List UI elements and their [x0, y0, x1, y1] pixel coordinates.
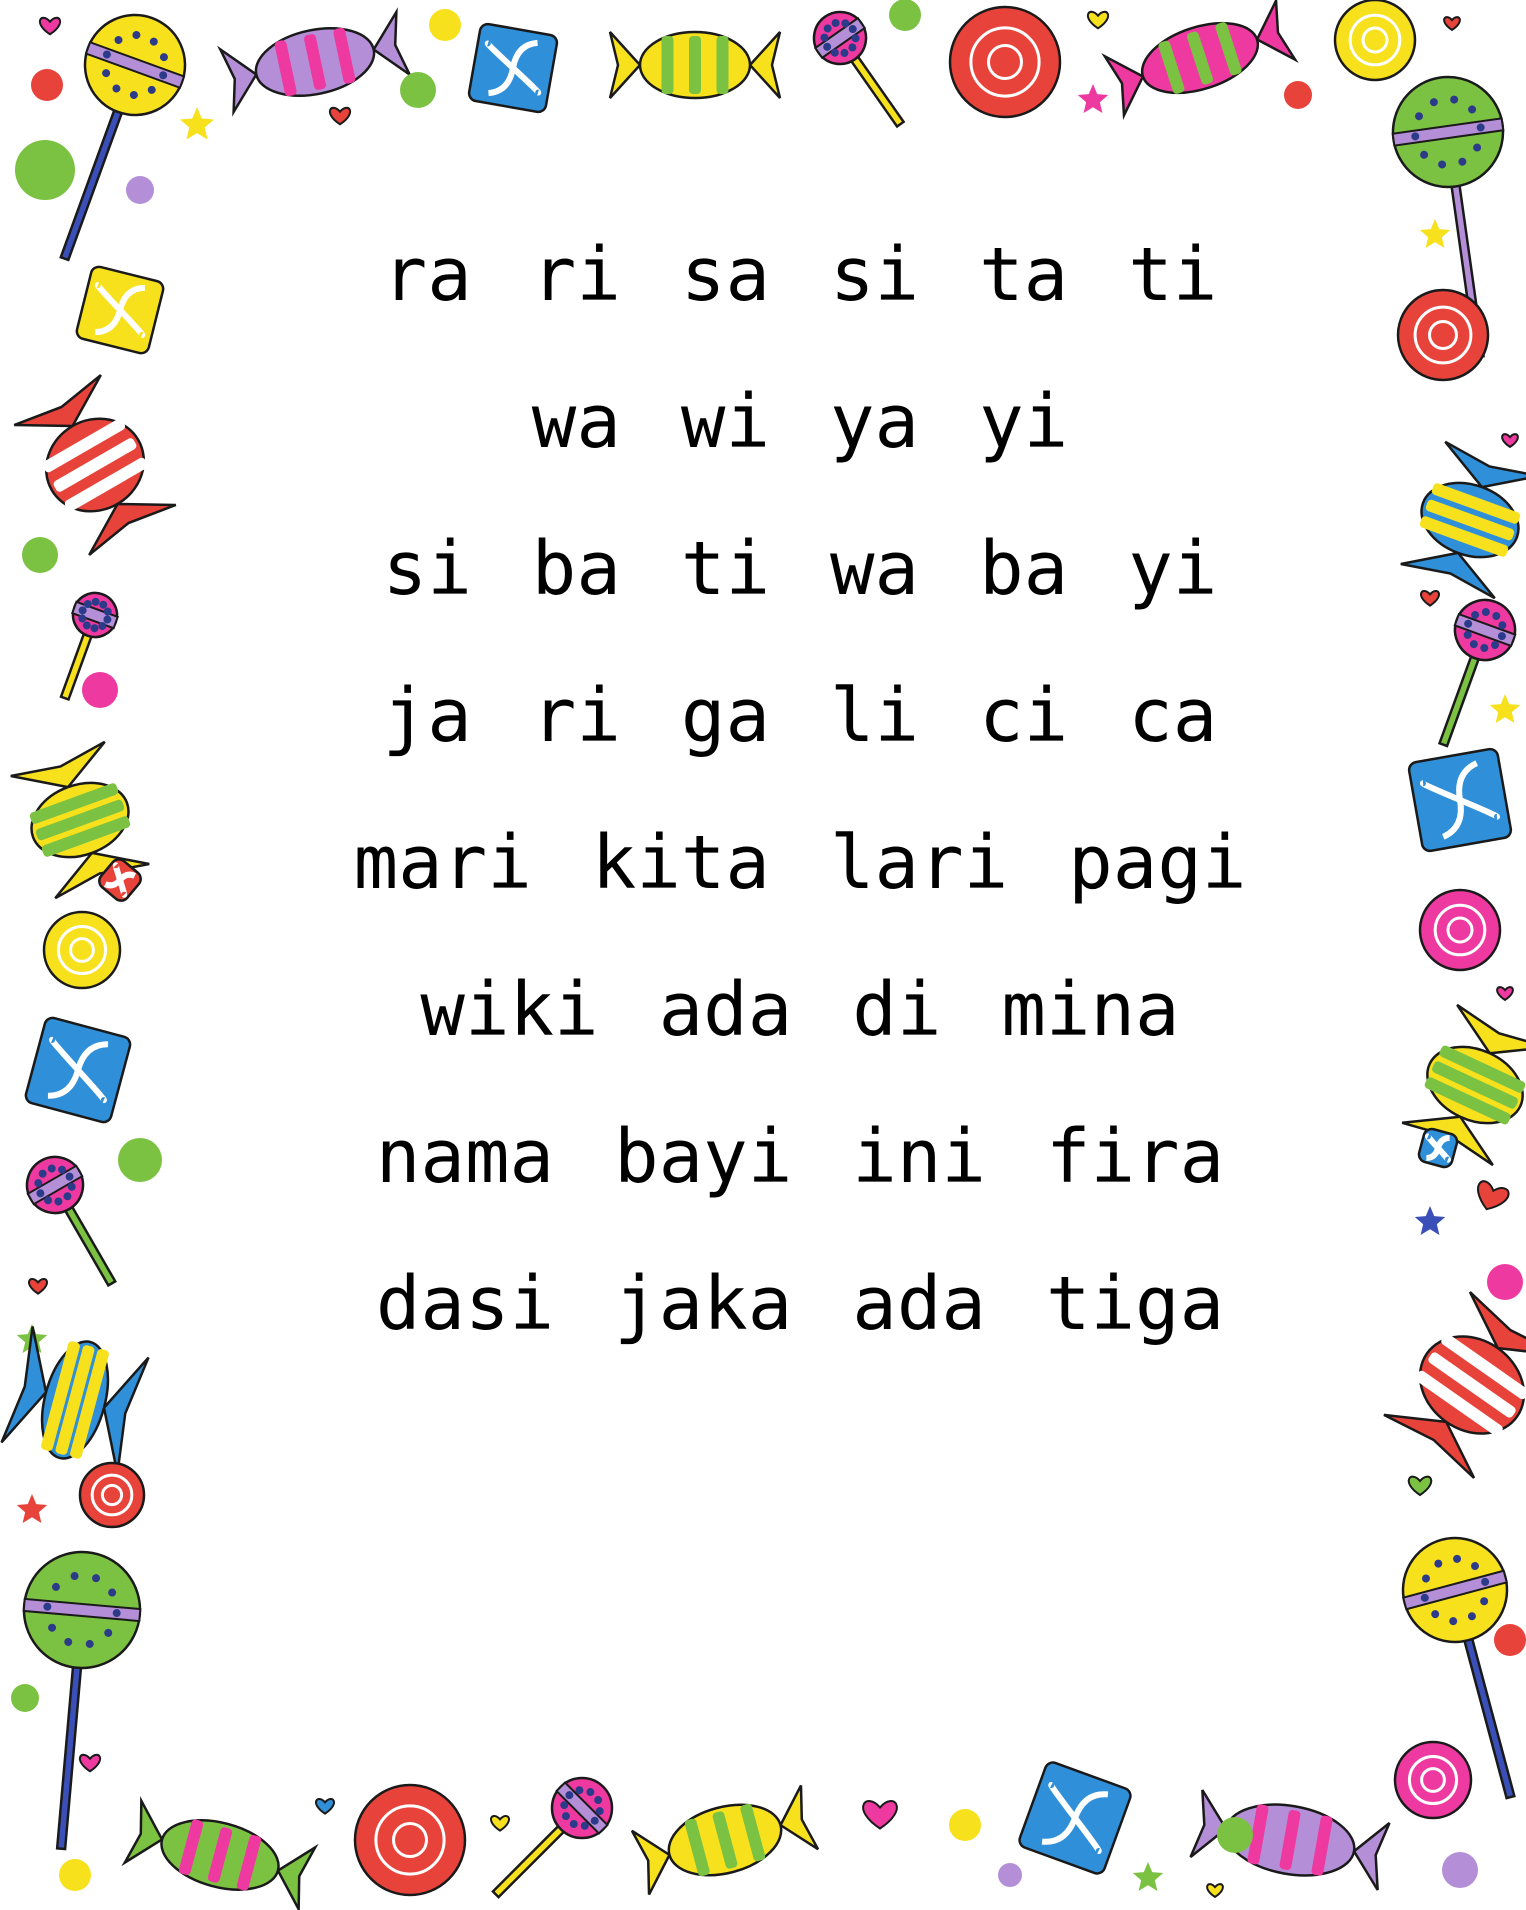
star-icon	[1415, 1206, 1445, 1235]
word: kita	[591, 820, 770, 906]
word: di	[852, 967, 942, 1053]
lollipop-icon	[475, 1766, 625, 1910]
heart-candy-icon	[40, 18, 60, 34]
heart-candy-icon	[1088, 12, 1108, 28]
candy-dot-icon	[82, 672, 118, 708]
word: ini	[852, 1114, 986, 1200]
candy-dot-icon	[22, 537, 58, 573]
reading-line-1	[380, 232, 1220, 385]
star-icon	[180, 107, 214, 140]
heart-candy-icon	[1409, 1477, 1431, 1495]
wrapped-candy-icon	[1384, 1292, 1526, 1478]
wrapped-candy-icon	[1401, 442, 1526, 598]
word: ga	[680, 673, 770, 759]
square-candy-icon	[24, 1016, 132, 1124]
word: yi	[1128, 526, 1218, 612]
square-candy-icon	[468, 23, 558, 113]
reading-line-8	[375, 1261, 1225, 1414]
word: ya	[830, 379, 920, 465]
candy-dot-icon	[429, 9, 461, 41]
wrapped-candy-icon	[125, 1801, 315, 1909]
word: ci	[979, 673, 1069, 759]
word: bayi	[614, 1114, 793, 1200]
square-candy-icon	[1017, 1760, 1132, 1875]
heart-candy-icon	[1444, 17, 1460, 30]
word: dasi	[375, 1261, 555, 1347]
word: ti	[680, 526, 770, 612]
candy-dot-icon	[998, 1863, 1022, 1887]
word: sa	[680, 232, 770, 318]
word: ti	[1128, 232, 1218, 318]
heart-candy-icon	[29, 1279, 47, 1294]
word: nama	[375, 1114, 555, 1200]
word: wiki	[420, 967, 599, 1053]
word: ri	[531, 232, 621, 318]
square-candy-icon	[75, 265, 165, 355]
heart-candy-icon	[1497, 987, 1513, 1000]
swirl-candy-icon	[1395, 1742, 1471, 1818]
wrapped-candy-icon	[632, 1785, 818, 1894]
word: ri	[531, 673, 621, 759]
candy-dot-icon	[1494, 1624, 1526, 1656]
lollipop-icon	[18, 1, 200, 276]
heart-candy-icon	[80, 1755, 100, 1771]
heart-candy-icon	[1502, 434, 1518, 447]
candy-dot-icon	[1487, 1264, 1523, 1300]
word: wa	[531, 379, 621, 465]
swirl-candy-icon	[1335, 0, 1415, 80]
candy-dot-icon	[11, 1684, 39, 1712]
word: wa	[830, 526, 920, 612]
word: si	[830, 232, 920, 318]
swirl-candy-icon	[355, 1785, 465, 1895]
star-icon	[17, 1494, 47, 1523]
word: yi	[979, 379, 1069, 465]
candy-dot-icon	[889, 0, 921, 31]
candy-dot-icon	[31, 69, 63, 101]
word: ca	[1128, 673, 1218, 759]
heart-candy-icon	[491, 1816, 509, 1831]
word: si	[382, 526, 472, 612]
star-icon	[1490, 694, 1520, 723]
reading-line-6	[380, 967, 1220, 1120]
reading-line-7	[375, 1114, 1225, 1267]
wrapped-candy-icon	[14, 375, 176, 555]
heart-candy-icon	[330, 108, 350, 124]
word: ra	[382, 232, 472, 318]
wrapped-candy-icon	[1402, 1005, 1526, 1165]
wrapped-candy-icon	[220, 12, 409, 112]
word: pagi	[1068, 820, 1247, 906]
swirl-candy-icon	[950, 7, 1060, 117]
word: ja	[382, 673, 472, 759]
swirl-candy-icon	[1398, 290, 1488, 380]
square-candy-icon	[1417, 1127, 1459, 1169]
word: li	[830, 673, 920, 759]
word: mari	[353, 820, 532, 906]
star-icon	[1420, 219, 1450, 248]
word: ada	[852, 1261, 986, 1347]
reading-line-5	[353, 820, 1247, 973]
reading-line-2	[380, 379, 1220, 532]
candy-dot-icon	[59, 1859, 91, 1891]
heart-candy-icon	[1207, 1884, 1223, 1897]
swirl-candy-icon	[44, 912, 120, 988]
heart-candy-icon	[316, 1799, 334, 1814]
star-icon	[1078, 84, 1108, 113]
swirl-candy-icon	[80, 1463, 144, 1527]
word: tiga	[1045, 1261, 1225, 1347]
word: jaka	[614, 1261, 793, 1347]
wrapped-candy-icon	[1105, 1, 1295, 116]
word: ba	[979, 526, 1069, 612]
swirl-candy-icon	[1420, 890, 1500, 970]
word: ta	[979, 232, 1069, 318]
wrapped-candy-icon	[2, 1327, 149, 1474]
word: ada	[658, 967, 793, 1053]
square-candy-icon	[1408, 748, 1512, 852]
lollipop-icon	[1415, 592, 1523, 755]
reading-line-3	[380, 526, 1220, 679]
lollipop-icon	[17, 1147, 136, 1298]
candy-dot-icon	[1442, 1852, 1478, 1888]
candy-dot-icon	[949, 1809, 981, 1841]
candy-dot-icon	[126, 176, 154, 204]
heart-candy-icon	[863, 1801, 897, 1828]
word: lari	[830, 820, 1009, 906]
word: ba	[531, 526, 621, 612]
star-icon	[1133, 1862, 1163, 1891]
word: wi	[680, 379, 770, 465]
candy-dot-icon	[400, 72, 436, 108]
candy-dot-icon	[1284, 81, 1312, 109]
word: mina	[1001, 967, 1180, 1053]
reading-lines	[353, 232, 1247, 1414]
candy-dot-icon	[118, 1138, 162, 1182]
wrapped-candy-icon	[610, 32, 780, 98]
word: fira	[1045, 1114, 1225, 1200]
candy-dot-icon	[15, 140, 75, 200]
reading-line-4	[380, 673, 1220, 826]
heart-candy-icon	[1421, 591, 1439, 606]
candy-dot-icon	[1217, 1817, 1253, 1853]
heart-candy-icon	[1472, 1180, 1510, 1215]
